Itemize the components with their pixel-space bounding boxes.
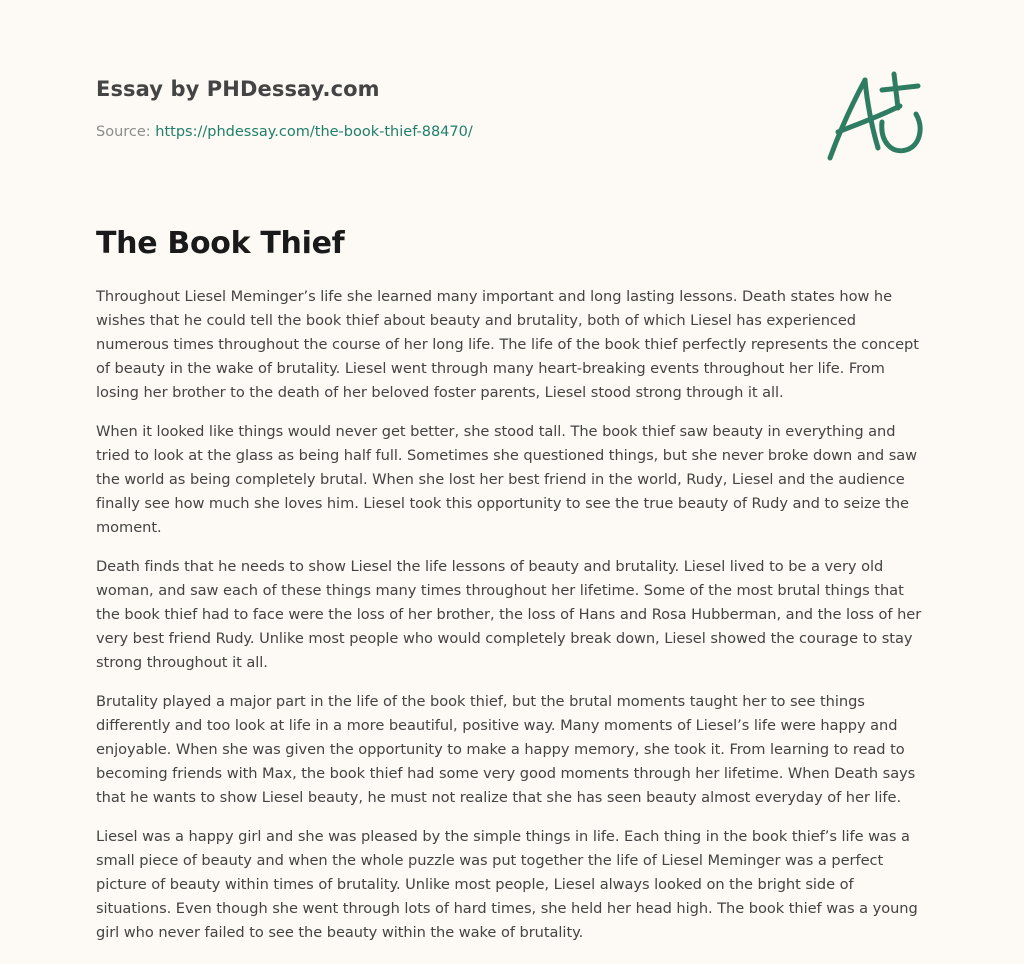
essay-paragraph: Liesel was a happy girl and she was pleased by the simple things in life. Each thing in the book thief’s life was a small piece of beauty and when the whole puzzle was put together the life of Liesel Meminger was a perfect picture of beauty within times of brutality. Unlike most people, Liesel always looked on the bright side of situations. Even though she went through lots of hard times, she held her head high. The book thief was a young girl who never failed to see the beauty within the wake of brutality. <box>96 828 918 941</box>
essay-paragraph: Death finds that he needs to show Liesel the life lessons of beauty and brutality. Liesel lived to be a very old woman, and saw each of these things many times throughout her lifetime. Some of the most brutal things that the book thief had to face were the loss of her brother, the loss of Hans and Rosa Hubberman, and the loss of her very best friend Rudy. Unlike most people who would completely break down, Liesel showed the courage to stay strong throughout it all. <box>96 558 922 671</box>
essay-title: The Book Thief <box>96 226 345 261</box>
a-plus-logo-icon <box>820 66 930 166</box>
essay-body <box>96 285 928 960</box>
essay-paragraph: Brutality played a major part in the life of the book thief, but the brutal moments taught her to see things differently and too look at life in a more beautiful, positive way. Many moments of Liesel’s life were happy and enjoyable. When she was given the opportunity to make a happy memory, she took it. From learning to read to becoming friends with Max, the book thief had some very good moments through her lifetime. When Death says that he wants to show Liesel beauty, he must not realize that she has seen beauty almost everyday of her life. <box>96 693 916 806</box>
header-brand: Essay by PHDessay.com <box>96 77 380 101</box>
source-label: Source: <box>96 124 156 140</box>
essay-paragraph: Throughout Liesel Meminger’s life she learned many important and long lasting lessons. Death states how he wishes that he could tell the book thief about beauty and brutality, both of which Liesel has experienced numerous times throughout the course of her long life. The life of the book thief perfectly represents the concept of beauty in the wake of brutality. Liesel went through many heart-breaking events throughout her life. From losing her brother to the death of her beloved foster parents, Liesel stood strong through it all. <box>96 288 919 401</box>
essay-paragraph: When it looked like things would never get better, she stood tall. The book thief saw beauty in everything and tried to look at the glass as being half full. Sometimes she questioned things, but she never broke down and saw the world as being completely brutal. When she lost her best friend in the world, Rudy, Liesel and the audience finally see how much she loves him. Liesel took this opportunity to see the true beauty of Rudy and to seize the moment. <box>96 423 918 536</box>
source-link[interactable]: https://phdessay.com/the-book-thief-88470/ <box>155 124 473 140</box>
source-line <box>96 124 473 140</box>
